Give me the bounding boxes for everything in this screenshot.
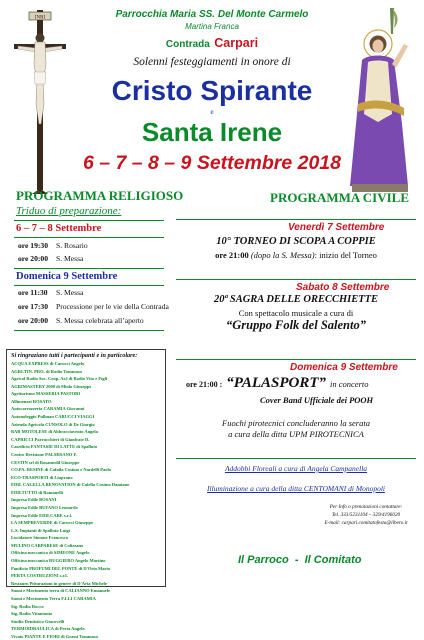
sponsor-item: Restauro Pitturazioni in genere di D'Aria Michele (11, 580, 107, 586)
concert-name: “PALASPORT” (226, 375, 327, 391)
sunday-time: ore 21:00 : (186, 380, 223, 389)
friday-detail (176, 250, 416, 260)
saturday-event: 20ª SAGRA DELLE ORECCHIETTE (213, 294, 379, 305)
sponsor-item: CAPRICCI Parrucchieri di Gianfrate D. (11, 436, 90, 442)
sponsor-item: CO.PA. RESINE di Cafaila Cosimo e Nardelli Paolo (11, 467, 112, 473)
contrada-line (80, 34, 344, 52)
town-name: Martina Franca (185, 22, 239, 31)
religious-heading: PROGRAMMA RELIGIOSO (16, 188, 184, 203)
sponsor-item: Suoni e Movimento terra di CALIANNO Emanuele (11, 588, 110, 594)
sponsor-item: CESTIN srl di Rosamedil Giuseppe (11, 459, 80, 465)
schedule-text: S. Messa (56, 254, 84, 263)
sponsor-item: TERMOIDRAULICA di Perta Angelo (11, 626, 85, 632)
divider (176, 219, 416, 220)
sponsor-item: Vivaio PIANTE E FIORI di Grassi Tommaso (11, 633, 98, 639)
sponsor-item: Impresa Edile BUFANO Leonardo (11, 504, 78, 510)
sponsor-item: Panificio PROFUMI DEL PONTE di D'Oria Mario (11, 565, 110, 571)
divider (14, 285, 164, 286)
schedule-time: ore 17:30 (18, 302, 49, 311)
sponsor-item: EDIL CALELLA RENOVATION di Calella Cosimo Damiano (11, 482, 130, 488)
sponsor-item: Autonoleggio Pullman CARUCCI VIAGGI (11, 414, 95, 420)
flowers-credit: Addobbi Floreali a cura di Angela Campanella (224, 464, 368, 473)
divider (176, 458, 416, 459)
sponsor-item: Agricol Rodio Soc. Coop. Ar.l di Rodio Vito e Figli (11, 376, 108, 382)
divider (14, 330, 164, 331)
sponsor-item: BAR MOTOLESE di Abbracciavento Angela (11, 429, 98, 435)
divider (176, 359, 416, 360)
schedule-text: S. Messa (56, 288, 84, 297)
cover-band: Cover Band Ufficiale dei POOH (260, 395, 374, 405)
sponsors-box (6, 349, 166, 639)
religious-date-1: 6 – 7 – 8 Settembre (16, 223, 102, 234)
schedule-row (18, 316, 144, 325)
sponsors-list (11, 360, 161, 640)
title-cristo-spirante: Cristo Spirante (111, 75, 313, 106)
sponsor-item: Agriturismo MASSERIA PASTORI (11, 391, 81, 397)
triduo-label: Triduo di preparazione: (16, 205, 122, 217)
sponsors-heading: Si ringraziano tutti i partecipanti e in particolare: (11, 352, 138, 359)
sponsor-item: AGRI.TIN. PRO. di Rodio Tommaso (11, 368, 82, 374)
sponsor-item: Sig. Rodio Vitantonio (11, 611, 53, 617)
lights-credit: Illuminazione a cura della ditta CENTOMANI di Monopoli (207, 484, 385, 493)
schedule-text: S. Messa celebrata all’aperto (56, 316, 144, 325)
sponsor-item: Studio Dentistico Giacovelli (11, 618, 65, 624)
crucifix-image (10, 4, 70, 194)
contact-line-1: Per Info o prenotazioni contattare: (329, 504, 403, 510)
friday-note: (dopo la S. Messa) (250, 250, 315, 260)
schedule-row (18, 288, 83, 297)
schedule-time: ore 11:30 (18, 288, 48, 297)
schedule-row (18, 241, 88, 250)
concert-suffix: in concerto (330, 379, 369, 389)
fireworks-line-1: Fuochi pirotecnici concluderanno la serata (222, 418, 370, 428)
divider (176, 279, 416, 280)
schedule-row (18, 302, 169, 311)
civil-date-sunday: Domenica 9 Settembre (290, 362, 398, 373)
schedule-text: S. Rosario (56, 241, 88, 250)
signature: Il Parroco - Il Comitato (238, 554, 362, 566)
sponsor-item: Allimenari ROSATO (11, 398, 52, 404)
sponsor-item: PERTA COSTRUZIONI s.r.l. (11, 573, 68, 579)
schedule-row (18, 254, 83, 263)
friday-time: ore 21:00 (215, 250, 249, 260)
schedule-time: ore 20:00 (18, 254, 49, 263)
civil-date-friday: Venerdì 7 Settembre (288, 222, 385, 233)
subtitle: Solenni festeggiamenti in onore di (133, 56, 291, 68)
contrada-label: Contrada (165, 39, 210, 50)
contrada-name: Carpari (214, 36, 259, 50)
contact-phone: Tel. 333/5231104 – 329/4196020 (331, 512, 401, 518)
sponsor-item: L.S. Impianti di Spalluto Luigi (11, 527, 71, 533)
contact-info (312, 503, 420, 527)
sponsor-item: ACQUA EXPRESS di Carucci Angelo (11, 361, 85, 366)
title-santa-irene: Santa Irene (141, 117, 283, 147)
schedule-text: Processione per le vie della Contrada (56, 302, 169, 311)
sponsor-item: LA SEMPREVERDE di Carucci Giuseppe (11, 520, 94, 526)
sponsor-item: Officina meccanica di SIMEONE Angelo (11, 550, 90, 556)
svg-text:INRI: INRI (34, 15, 46, 21)
friday-event: 10° TORNEO DI SCOPA A COPPIE (216, 236, 376, 247)
title-conjunction: e (210, 108, 214, 116)
fireworks-line-2: a cura della ditta UPM PIROTECNICA (228, 429, 364, 439)
sponsor-item: Sig. Rodio Rocco (11, 603, 44, 609)
sponsor-item: Suoni e Movimento Terra F.LLI CARAMIA (11, 595, 96, 601)
sponsor-item: Impresa Edile EDILCARE s.r.l. (11, 512, 73, 518)
saturday-band: “Gruppo Folk del Salento” (226, 318, 366, 332)
divider (14, 237, 164, 238)
civil-heading: PROGRAMMA CIVILE (270, 190, 410, 205)
sponsor-item: Centro Revisione PALMISANO F. (11, 451, 77, 457)
sponsor-item: Impresa Edile BOSANI (11, 497, 57, 503)
sponsor-item: MULINO CARPARESE di Colizzano (11, 542, 84, 548)
sponsor-item: AGRIMASTERY 2000 di Miolo Giuseppe (11, 383, 92, 389)
sponsor-item: Autocarrozzeria CARAMIA Giovanni (11, 406, 85, 412)
saturday-detail: Con spettacolo musicale a cura di (238, 308, 354, 318)
sponsor-item: Caseificio FANTASIE DI LATTE di Spalluto (11, 444, 98, 450)
sponsor-item: Lucidatore Simone Francesco (11, 535, 69, 541)
festival-dates: 6 – 7 – 8 – 9 Settembre 2018 (82, 152, 341, 174)
sponsor-item: ECO-TRASPORTI di Liuprano (11, 474, 73, 480)
civil-date-saturday: Sabato 8 Settembre (296, 282, 390, 293)
religious-date-2: Domenica 9 Settembre (16, 271, 118, 282)
divider (14, 220, 164, 221)
sunday-concert (186, 374, 369, 392)
divider (14, 268, 164, 269)
sponsor-item: Azienda Agricola CUNSOLO di De Giorgio (11, 421, 95, 427)
contact-email: E-mail: carpari.comitatofesta@libero.it (324, 520, 408, 526)
friday-rest: : inizio del Torneo (314, 250, 377, 260)
sponsor-item: Officina meccanica RUGGIERO Angelo Martino (11, 558, 106, 564)
sponsor-item: EDILTUTTO di Romanelli (11, 489, 64, 495)
schedule-time: ore 20:00 (18, 316, 49, 325)
schedule-time: ore 19:30 (18, 241, 49, 250)
parish-name: Parrocchia Maria SS. Del Monte Carmelo (115, 9, 309, 20)
